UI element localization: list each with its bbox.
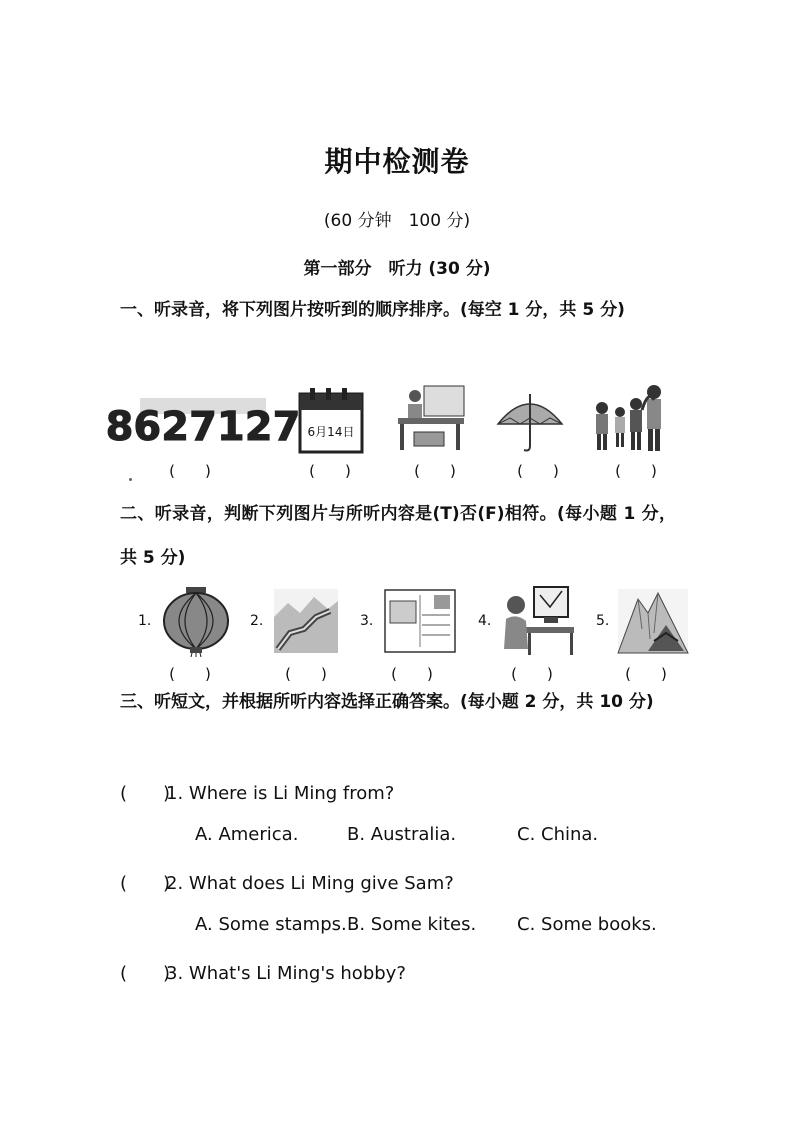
umbrella-icon (494, 388, 566, 456)
item-number-4: 4. (478, 613, 492, 629)
section2-instruction: 二、听录音，判断下列图片与所听内容是(T)否(F)相符。(每小题 1 分，共 5 分) (120, 504, 676, 568)
item-number-1: 1. (138, 613, 152, 629)
section1-instruction: 一、听录音，将下列图片按听到的顺序排序。(每空 1 分，共 5 分) (120, 300, 625, 320)
item-number-5: 5. (596, 613, 610, 629)
tf-blank-2[interactable]: ( ) (285, 665, 327, 683)
tf-blank-3[interactable]: ( ) (391, 665, 433, 683)
q1-option-a: A. America. (195, 824, 299, 845)
tf-blank-5[interactable]: ( ) (625, 665, 667, 683)
mountain-icon (618, 589, 688, 653)
lantern-icon (160, 585, 232, 657)
q1-option-b: B. Australia. (347, 824, 457, 845)
page-title: 期中检测卷 (324, 145, 470, 178)
section2-pictures (120, 585, 700, 685)
q1-option-c: C. China. (517, 824, 599, 845)
part-heading: 第一部分 听力 (30 分) (303, 259, 491, 279)
answer-paren-1[interactable]: ( ) (120, 783, 171, 804)
answer-blank-4[interactable]: ( ) (517, 462, 559, 480)
question-1 (120, 779, 394, 805)
stray-dot (129, 478, 132, 481)
section3-instruction: 三、听短文，并根据所听内容选择正确答案。(每小题 2 分，共 10 分) (120, 692, 654, 712)
phone-number-text: 8627127 (105, 404, 301, 450)
tf-blank-1[interactable]: ( ) (169, 665, 211, 683)
question-3-text: 3. What's Li Ming's hobby? (166, 963, 406, 984)
calendar-date: 6月14日 (307, 425, 355, 439)
question-2 (120, 869, 454, 895)
answer-blank-5[interactable]: ( ) (615, 462, 657, 480)
q2-option-b: B. Some kites. (347, 914, 477, 935)
computer-user-icon (500, 585, 576, 657)
question-3 (120, 959, 406, 985)
family-icon (590, 382, 668, 456)
office-desk-icon (394, 384, 468, 456)
phone-number-image (105, 392, 301, 450)
answer-blank-1[interactable]: ( ) (169, 462, 211, 480)
question-2-text: 2. What does Li Ming give Sam? (166, 873, 454, 894)
answer-blank-2[interactable]: ( ) (309, 462, 351, 480)
calendar-icon (296, 386, 368, 456)
postcard-icon (384, 589, 456, 653)
question-1-text: 1. Where is Li Ming from? (166, 783, 395, 804)
great-wall-icon (274, 589, 338, 653)
item-number-3: 3. (360, 613, 374, 629)
answer-blank-3[interactable]: ( ) (414, 462, 456, 480)
q2-option-c: C. Some books. (517, 914, 657, 935)
item-number-2: 2. (250, 613, 264, 629)
tf-blank-4[interactable]: ( ) (511, 665, 553, 683)
exam-time-score: (60 分钟 100 分) (323, 211, 471, 231)
answer-paren-3[interactable]: ( ) (120, 963, 171, 984)
section1-pictures (105, 382, 680, 482)
q2-option-a: A. Some stamps. (195, 914, 347, 935)
answer-paren-2[interactable]: ( ) (120, 873, 171, 894)
